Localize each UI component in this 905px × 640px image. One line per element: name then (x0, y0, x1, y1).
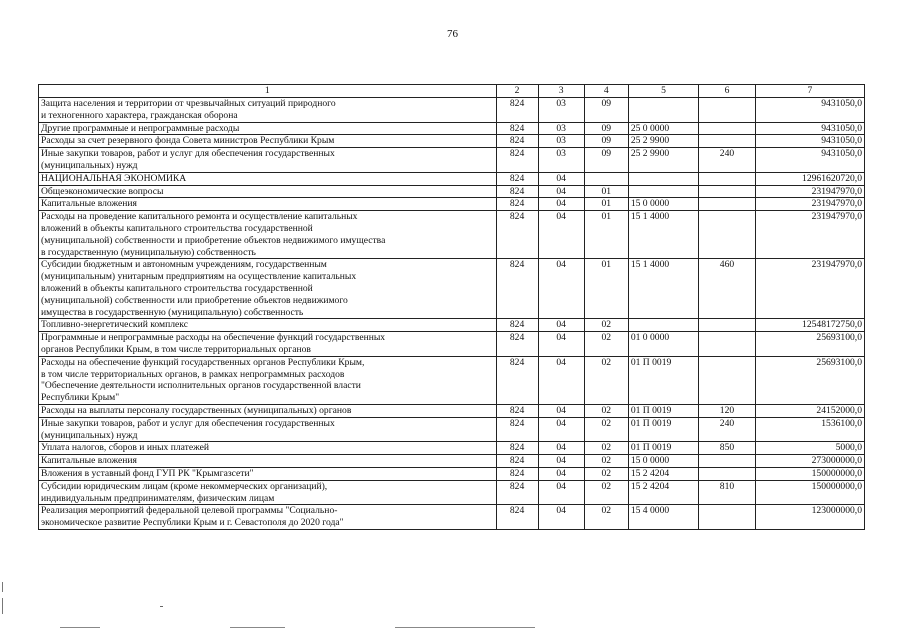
row-name-line: (муниципальной) собственности и приобретение объектов недвижимого имущества (41, 234, 386, 246)
subsection-code-cell: 02 (584, 417, 628, 442)
subsection-code-cell: 02 (584, 480, 628, 505)
row-name-cell (39, 172, 497, 185)
amount-cell: 12961620720,0 (755, 172, 864, 185)
grbs-code-cell: 824 (496, 319, 538, 332)
expense-type-cell: 460 (699, 259, 756, 319)
expense-type-cell: 240 (699, 417, 756, 442)
grbs-code-cell: 824 (496, 417, 538, 442)
expense-type-cell (699, 185, 756, 198)
grbs-code-cell: 824 (496, 98, 538, 123)
row-name-line: Иные закупки товаров, работ и услуг для обеспечения государственных (41, 148, 335, 160)
table-row (39, 480, 865, 505)
grbs-code-cell: 824 (496, 356, 538, 404)
table-row (39, 135, 865, 148)
grbs-code-cell: 824 (496, 185, 538, 198)
subsection-code-cell: 01 (584, 259, 628, 319)
section-code-cell: 04 (538, 480, 584, 505)
row-name-cell (39, 455, 497, 468)
section-code-cell: 04 (538, 356, 584, 404)
row-name-line: и техногенного характера, гражданская оборона (41, 109, 238, 121)
section-code-cell: 04 (538, 442, 584, 455)
amount-cell: 1536100,0 (755, 417, 864, 442)
row-name-cell (39, 442, 497, 455)
grbs-code-cell: 824 (496, 135, 538, 148)
row-name-line: вложений в объекты капитального строительства государственной (41, 282, 313, 294)
budget-table (38, 84, 865, 530)
header-cell: 7 (755, 85, 864, 98)
section-code-cell: 04 (538, 505, 584, 530)
expense-type-cell: 120 (699, 404, 756, 417)
subsection-code-cell: 01 (584, 211, 628, 259)
row-name-line: Уплата налогов, сборов и иных платежей (41, 442, 210, 454)
section-code-cell: 03 (538, 122, 584, 135)
section-code-cell: 04 (538, 185, 584, 198)
expense-type-cell (699, 135, 756, 148)
table-row (39, 185, 865, 198)
grbs-code-cell: 824 (496, 480, 538, 505)
row-name-cell (39, 505, 497, 530)
header-cell: 4 (584, 85, 628, 98)
table-row (39, 211, 865, 259)
grbs-code-cell: 824 (496, 404, 538, 417)
section-code-cell: 04 (538, 467, 584, 480)
row-name-line: НАЦИОНАЛЬНАЯ ЭКОНОМИКА (41, 172, 187, 184)
row-name-cell (39, 122, 497, 135)
amount-cell: 231947970,0 (755, 211, 864, 259)
header-cell: 3 (538, 85, 584, 98)
row-name-line: "Обеспечение деятельности исполнительных органов государственной власти (41, 380, 361, 392)
header-cell: 1 (39, 85, 497, 98)
expense-type-cell (699, 332, 756, 357)
row-name-cell (39, 356, 497, 404)
amount-cell: 123000000,0 (755, 505, 864, 530)
expense-type-cell: 240 (699, 148, 756, 173)
row-name-line: Другие программные и непрограммные расходы (41, 122, 240, 134)
row-name-line: в том числе территориальных органов, в рамках непрограммных расходов (41, 368, 345, 380)
row-name-line: Капитальные вложения (41, 198, 137, 210)
row-name-line: Расходы на проведение капитального ремонта и осуществление капитальных (41, 211, 358, 223)
expense-type-cell: 850 (699, 442, 756, 455)
subsection-code-cell: 09 (584, 135, 628, 148)
target-article-cell: 25 2 9900 (628, 135, 698, 148)
grbs-code-cell: 824 (496, 259, 538, 319)
table-row (39, 467, 865, 480)
amount-cell: 25693100,0 (755, 332, 864, 357)
target-article-cell: 15 2 4204 (628, 480, 698, 505)
row-name-cell (39, 185, 497, 198)
section-code-cell: 04 (538, 332, 584, 357)
row-name-line: в государственную (муниципальную) собственность (41, 246, 256, 258)
table-row (39, 172, 865, 185)
section-code-cell: 03 (538, 135, 584, 148)
header-cell: 6 (699, 85, 756, 98)
row-name-cell (39, 332, 497, 357)
subsection-code-cell: 01 (584, 185, 628, 198)
scan-edge-mark (2, 582, 3, 592)
row-name-line: (муниципальных) нужд (41, 159, 138, 171)
header-cell: 5 (628, 85, 698, 98)
subsection-code-cell: 02 (584, 404, 628, 417)
row-name-line: Топливно-энергетический комплекс (41, 319, 188, 331)
grbs-code-cell: 824 (496, 442, 538, 455)
subsection-code-cell: 02 (584, 442, 628, 455)
section-code-cell: 03 (538, 148, 584, 173)
row-name-line: имущества в государственную (муниципальную) собственность (41, 306, 304, 318)
row-name-line: Субсидии юридическим лицам (кроме некоммерческих организаций), (41, 480, 328, 492)
row-name-cell (39, 417, 497, 442)
table-row (39, 417, 865, 442)
table-row (39, 98, 865, 123)
table-row (39, 442, 865, 455)
row-name-line: вложений в объекты капитального строительства государственной (41, 222, 313, 234)
row-name-line: органов Республики Крым, в том числе территориальных органов (41, 343, 311, 355)
table-row (39, 356, 865, 404)
section-code-cell: 04 (538, 211, 584, 259)
grbs-code-cell: 824 (496, 505, 538, 530)
row-name-cell (39, 259, 497, 319)
row-name-line: Республики Крым" (41, 392, 120, 404)
expense-type-cell (699, 98, 756, 123)
target-article-cell: 01 П 0019 (628, 442, 698, 455)
row-name-cell (39, 198, 497, 211)
row-name-cell (39, 211, 497, 259)
row-name-line: (муниципальных) нужд (41, 429, 138, 441)
expense-type-cell (699, 122, 756, 135)
row-name-cell (39, 98, 497, 123)
amount-cell: 24152000,0 (755, 404, 864, 417)
target-article-cell: 01 П 0019 (628, 404, 698, 417)
row-name-line: Вложения в уставный фонд ГУП РК "Крымгазсети" (41, 467, 254, 479)
table-row (39, 148, 865, 173)
target-article-cell: 15 0 0000 (628, 198, 698, 211)
target-article-cell: 01 П 0019 (628, 417, 698, 442)
grbs-code-cell: 824 (496, 332, 538, 357)
expense-type-cell (699, 505, 756, 530)
target-article-cell: 15 0 0000 (628, 455, 698, 468)
subsection-code-cell: 02 (584, 356, 628, 404)
target-article-cell (628, 172, 698, 185)
section-code-cell: 04 (538, 172, 584, 185)
section-code-cell: 04 (538, 198, 584, 211)
header-cell: 2 (496, 85, 538, 98)
subsection-code-cell: 09 (584, 148, 628, 173)
table-row (39, 455, 865, 468)
grbs-code-cell: 824 (496, 122, 538, 135)
row-name-line: (муниципальной) собственности или приобретение объектов недвижимого (41, 294, 348, 306)
section-code-cell: 04 (538, 259, 584, 319)
subsection-code-cell: 09 (584, 98, 628, 123)
target-article-cell: 15 1 4000 (628, 259, 698, 319)
target-article-cell: 01 0 0000 (628, 332, 698, 357)
subsection-code-cell: 02 (584, 467, 628, 480)
expense-type-cell (699, 172, 756, 185)
grbs-code-cell: 824 (496, 148, 538, 173)
table-row (39, 404, 865, 417)
scan-bottom-line (60, 627, 100, 628)
amount-cell: 9431050,0 (755, 148, 864, 173)
target-article-cell: 01 П 0019 (628, 356, 698, 404)
scan-dot (160, 606, 163, 607)
table-row (39, 319, 865, 332)
page-number: 76 (447, 28, 458, 40)
grbs-code-cell: 824 (496, 211, 538, 259)
amount-cell: 9431050,0 (755, 98, 864, 123)
row-name-line: Реализация мероприятий федеральной целевой программы "Социально- (41, 505, 338, 517)
subsection-code-cell (584, 172, 628, 185)
row-name-line: экономическое развитие Республики Крым и г. Севастополя до 2020 года" (41, 517, 344, 529)
row-name-line: Расходы за счет резервного фонда Совета министров Республики Крым (41, 135, 335, 147)
target-article-cell (628, 319, 698, 332)
amount-cell: 273000000,0 (755, 455, 864, 468)
amount-cell: 150000000,0 (755, 467, 864, 480)
subsection-code-cell: 02 (584, 332, 628, 357)
amount-cell: 25693100,0 (755, 356, 864, 404)
amount-cell: 9431050,0 (755, 135, 864, 148)
scan-bottom-line (230, 627, 285, 628)
grbs-code-cell: 824 (496, 198, 538, 211)
subsection-code-cell: 01 (584, 198, 628, 211)
table-body (39, 98, 865, 530)
grbs-code-cell: 824 (496, 172, 538, 185)
target-article-cell: 15 1 4000 (628, 211, 698, 259)
table-row (39, 122, 865, 135)
row-name-cell (39, 467, 497, 480)
subsection-code-cell: 09 (584, 122, 628, 135)
row-name-line: Иные закупки товаров, работ и услуг для обеспечения государственных (41, 417, 335, 429)
subsection-code-cell: 02 (584, 319, 628, 332)
expense-type-cell: 810 (699, 480, 756, 505)
target-article-cell (628, 98, 698, 123)
row-name-line: Общеэкономические вопросы (41, 185, 164, 197)
row-name-line: Субсидии бюджетным и автономным учреждениям, государственным (41, 259, 327, 271)
table-row (39, 198, 865, 211)
row-name-line: Капитальные вложения (41, 455, 137, 467)
amount-cell: 150000000,0 (755, 480, 864, 505)
subsection-code-cell: 02 (584, 505, 628, 530)
row-name-line: (муниципальным) унитарным предприятиям на осуществление капитальных (41, 271, 357, 283)
amount-cell: 231947970,0 (755, 259, 864, 319)
expense-type-cell (699, 467, 756, 480)
scan-bottom-line (395, 627, 535, 628)
table-row (39, 259, 865, 319)
target-article-cell: 15 4 0000 (628, 505, 698, 530)
section-code-cell: 03 (538, 98, 584, 123)
row-name-line: Расходы на обеспечение функций государственных органов Республики Крым, (41, 356, 365, 368)
row-name-cell (39, 319, 497, 332)
row-name-line: Защита населения и территории от чрезвычайных ситуаций природного (41, 98, 336, 109)
expense-type-cell (699, 319, 756, 332)
section-code-cell: 04 (538, 417, 584, 442)
row-name-cell (39, 404, 497, 417)
expense-type-cell (699, 198, 756, 211)
expense-type-cell (699, 211, 756, 259)
expense-type-cell (699, 356, 756, 404)
amount-cell: 231947970,0 (755, 185, 864, 198)
row-name-cell (39, 135, 497, 148)
section-code-cell: 04 (538, 455, 584, 468)
table-row (39, 332, 865, 357)
expense-type-cell (699, 455, 756, 468)
amount-cell: 231947970,0 (755, 198, 864, 211)
scan-edge-mark (2, 598, 3, 614)
target-article-cell: 25 2 9900 (628, 148, 698, 173)
amount-cell: 9431050,0 (755, 122, 864, 135)
row-name-line: Программные и непрограммные расходы на обеспечение функций государственных (41, 332, 386, 344)
table-row (39, 505, 865, 530)
amount-cell: 12548172750,0 (755, 319, 864, 332)
section-code-cell: 04 (538, 319, 584, 332)
header-row (39, 85, 865, 98)
amount-cell: 5000,0 (755, 442, 864, 455)
target-article-cell: 25 0 0000 (628, 122, 698, 135)
target-article-cell: 15 2 4204 (628, 467, 698, 480)
row-name-line: Расходы на выплаты персоналу государственных (муниципальных) органов (41, 404, 352, 416)
grbs-code-cell: 824 (496, 455, 538, 468)
row-name-line: индивидуальным предпринимателям, физическим лицам (41, 492, 275, 504)
grbs-code-cell: 824 (496, 467, 538, 480)
row-name-cell (39, 480, 497, 505)
target-article-cell (628, 185, 698, 198)
subsection-code-cell: 02 (584, 455, 628, 468)
section-code-cell: 04 (538, 404, 584, 417)
row-name-cell (39, 148, 497, 173)
